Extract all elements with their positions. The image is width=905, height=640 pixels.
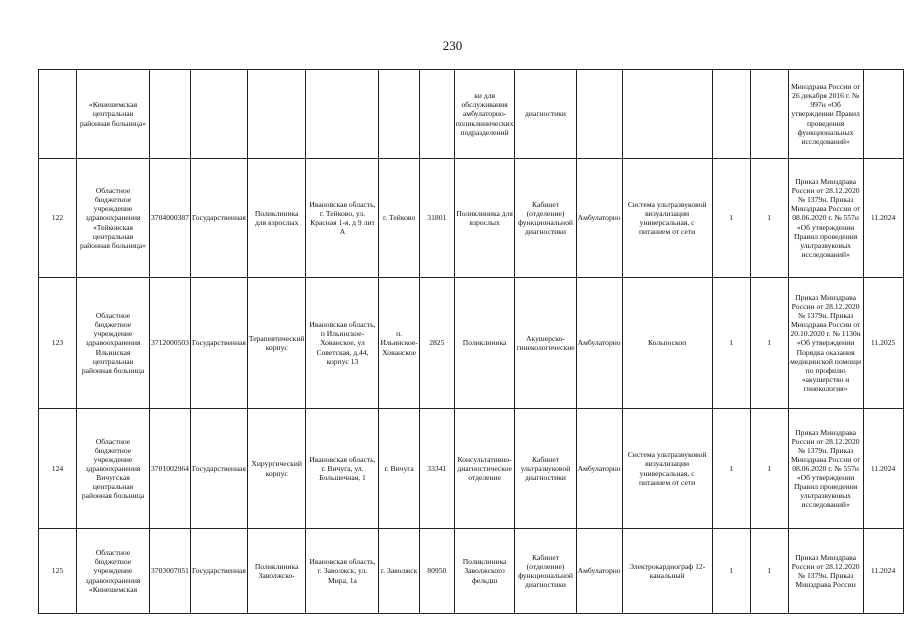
cell-address: Ивановская область, г. Вичуга, ул. Большечная, 1: [306, 409, 379, 529]
cell-oktmo: 2825: [419, 278, 454, 409]
cell-num: [39, 70, 77, 159]
cell-equipment: Система ультразвуковой визуализации универсальная, с питанием от сети: [622, 159, 712, 278]
cell-care: Амбулаторно: [576, 409, 622, 529]
cell-qty1: 1: [712, 529, 750, 614]
cell-oktmo: [419, 70, 454, 159]
cell-qty2: 1: [750, 409, 788, 529]
cell-qty1: 1: [712, 409, 750, 529]
cell-form: Государственная: [190, 278, 247, 409]
cell-dept: Поликлиника Заволжского фельдш: [454, 529, 515, 614]
cell-locality: [379, 70, 419, 159]
cell-num: 122: [39, 159, 77, 278]
cell-locality: г. Тейково: [379, 159, 419, 278]
cell-form: Государственная: [190, 409, 247, 529]
cell-care: Амбулаторно: [576, 278, 622, 409]
table-row: [39, 409, 904, 529]
cell-address: Ивановская область, г. Заволжск, ул. Мира, 1а: [306, 529, 379, 614]
cell-locality: г. Вичуга: [379, 409, 419, 529]
cell-dept: Консультативно-диагностическое отделение: [454, 409, 515, 529]
cell-oktmo: 31801: [419, 159, 454, 278]
cell-date: 11.2024: [863, 529, 903, 614]
cell-date: 11.2024: [863, 409, 903, 529]
cell-dept: Поликлиника: [454, 278, 515, 409]
cell-unit: [247, 70, 306, 159]
table-body: [39, 70, 904, 614]
cell-address: Ивановская область, г. Тейково, ул. Красная 1-я, д 9 лит А: [306, 159, 379, 278]
cell-date: 11.2024: [863, 159, 903, 278]
cell-code: 3701002964: [150, 409, 191, 529]
table-row: [39, 159, 904, 278]
cell-order: Минздрава России от 26 декабря 2016 г. № 997н «Об утверждении Правил проведения функциональных исследований»: [788, 70, 863, 159]
cell-form: Государственная: [190, 529, 247, 614]
table-row: [39, 278, 904, 409]
cell-code: 3704000387: [150, 159, 191, 278]
cell-order: Приказ Минздрава России от 28.12.2020 № 1379н. Приказ Минздрава России от 20.10.2020 г. № 1130н «Об утверждении Порядка оказания медицинской помощи по профилю «акушерство и гинекология»: [788, 278, 863, 409]
cell-num: 125: [39, 529, 77, 614]
cell-code: 3703007051: [150, 529, 191, 614]
cell-order: Приказ Минздрава России от 28.12.2020 № 1379н. Приказ Минздрава России от 08.06.2020 г. № 557н «Об утверждении Правил проведения ультразвуковых исследований»: [788, 159, 863, 278]
cell-oktmo: 33341: [419, 409, 454, 529]
cell-num: 123: [39, 278, 77, 409]
cell-cabinet: Кабинет (отделение) функциональной диагностики: [515, 159, 576, 278]
cell-qty2: [750, 70, 788, 159]
page-number: 230: [442, 38, 463, 53]
cell-code: [150, 70, 191, 159]
cell-care: Амбулаторно: [576, 159, 622, 278]
cell-form: [190, 70, 247, 159]
cell-org: Областное бюджетное учреждение здравоохранения Вичугская центральная районная больница: [77, 409, 150, 529]
cell-cabinet: Кабинет ультразвуковой диагностики: [515, 409, 576, 529]
cell-cabinet: Кабинет (отделение) функциональной диагностики: [515, 529, 576, 614]
cell-org: Областное бюджетное учреждение здравоохранения «Кинешемская: [77, 529, 150, 614]
table-row: [39, 529, 904, 614]
cell-dept: ки для обслуживания амбулаторно-поликлинических подразделений: [454, 70, 515, 159]
cell-num: 124: [39, 409, 77, 529]
cell-org: Областное бюджетное учреждение здравоохранения Ильинская центральная районная больница: [77, 278, 150, 409]
cell-cabinet: диагностики: [515, 70, 576, 159]
cell-locality: п. Ильинское-Хованское: [379, 278, 419, 409]
equipment-table: [38, 69, 904, 614]
cell-unit: Поликлиника для взрослых: [247, 159, 306, 278]
cell-code: 3712000503: [150, 278, 191, 409]
cell-qty2: 1: [750, 529, 788, 614]
cell-address: [306, 70, 379, 159]
cell-equipment: [622, 70, 712, 159]
cell-care: Амбулаторно: [576, 529, 622, 614]
cell-date: [863, 70, 903, 159]
table-row: [39, 70, 904, 159]
cell-qty1: 1: [712, 278, 750, 409]
cell-qty1: 1: [712, 159, 750, 278]
cell-equipment: Система ультразвуковой визуализации универсальная, с питанием от сети: [622, 409, 712, 529]
cell-equipment: Кольпоскоп: [622, 278, 712, 409]
cell-cabinet: Акушерско-гинекологические: [515, 278, 576, 409]
cell-unit: Терапевтический корпус: [247, 278, 306, 409]
cell-unit: Хирургический корпус: [247, 409, 306, 529]
cell-order: Приказ Минздрава России от 28.12.2020 № 1379н. Приказ Минздрава России: [788, 529, 863, 614]
cell-address: Ивановская область, п Ильинское-Хованское, ул Советская, д.44, корпус 13: [306, 278, 379, 409]
cell-qty2: 1: [750, 278, 788, 409]
cell-oktmo: 80950: [419, 529, 454, 614]
cell-org: «Кинешемская центральная районная больница»: [77, 70, 150, 159]
cell-qty1: [712, 70, 750, 159]
cell-equipment: Электрокардиограф 12-канальный: [622, 529, 712, 614]
cell-order: Приказ Минздрава России от 28.12.2020 № 1379н. Приказ Минздрава России от 08.06.2020 г. № 557н «Об утверждении Правил проведения ультразвуковых исследований»: [788, 409, 863, 529]
cell-unit: Поликлиника Заволжско-: [247, 529, 306, 614]
cell-org: Областное бюджетное учреждение здравоохранения «Тейковская центральная районная больница»: [77, 159, 150, 278]
cell-dept: Поликлиника для взрослых: [454, 159, 515, 278]
cell-date: 11.2025: [863, 278, 903, 409]
cell-care: [576, 70, 622, 159]
cell-locality: г. Заволжск: [379, 529, 419, 614]
cell-form: Государственная: [190, 159, 247, 278]
cell-qty2: 1: [750, 159, 788, 278]
